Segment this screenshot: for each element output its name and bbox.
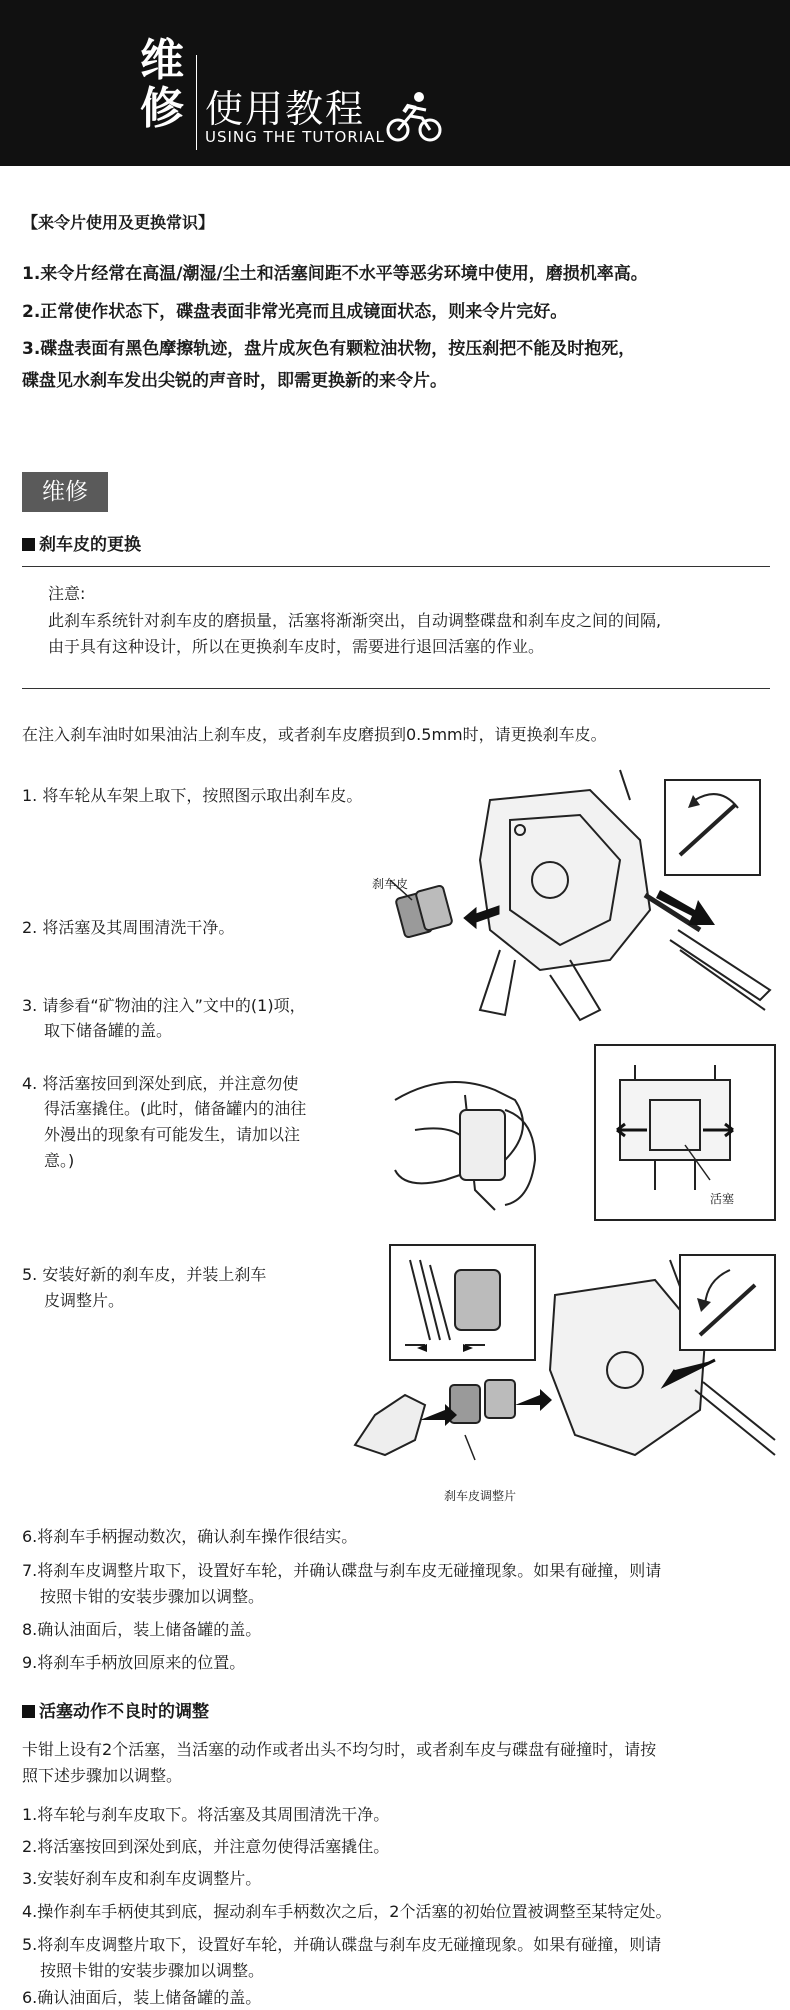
install-new-pads-illustration <box>335 1240 780 1495</box>
note-line-2: 由于具有这种设计，所以在更换刹车皮时，需要进行退回活塞的作业。 <box>48 637 545 656</box>
fig-label-piston: 活塞 <box>710 1192 735 1206</box>
step-2: 2. 将活塞及其周围清洗干净。 <box>22 918 235 937</box>
maintenance-tag: 维修 <box>22 472 108 512</box>
divider-top <box>22 566 770 567</box>
square-bullet-icon <box>22 1705 35 1718</box>
divider-bottom <box>22 688 770 689</box>
step-4: 4. 将活塞按回到深处到底，并注意勿使 <box>22 1074 299 1093</box>
step-4-cont-2: 外漫出的现象有可能发生，请加以注 <box>44 1125 301 1144</box>
fig-label-brake-pad: 刹车皮 <box>372 877 409 891</box>
step-7-cont: 按照卡钳的安装步骤加以调整。 <box>40 1587 265 1606</box>
note-line-1: 此刹车系统针对刹车皮的磨损量，活塞将渐渐突出，自动调整碟盘和刹车皮之间的间隔, <box>48 611 662 630</box>
step-9: 9.将刹车手柄放回原来的位置。 <box>22 1653 246 1672</box>
step-8: 8.确认油面后，装上储备罐的盖。 <box>22 1620 262 1639</box>
pad-knowledge-heading: 【来令片使用及更换常识】 <box>22 213 215 232</box>
step-3-cont: 取下储备罐的盖。 <box>44 1021 173 1040</box>
piston-step-5: 5.将刹车皮调整片取下，设置好车轮，并确认碟盘与刹车皮无碰撞现象。如果有碰撞，则请 <box>22 1935 662 1954</box>
replace-intro: 在注入刹车油时如果油沾上刹车皮，或者刹车皮磨损到0.5mm时，请更换刹车皮。 <box>22 725 607 744</box>
square-bullet-icon <box>22 538 35 551</box>
header-banner <box>0 0 790 166</box>
header-divider <box>196 55 197 150</box>
pad-knowledge-item-2: 2.正常使作状态下，碟盘表面非常光亮而且成镜面状态，则来令片完好。 <box>22 302 568 322</box>
pad-replace-title: 刹车皮的更换 <box>22 530 141 555</box>
step-1: 1. 将车轮从车架上取下，按照图示取出刹车皮。 <box>22 786 363 805</box>
header-subtitle: USING THE TUTORIAL <box>205 128 385 146</box>
header-char-top: 维 <box>140 35 184 86</box>
step-4-cont-1: 得活塞撬住。(此时，储备罐内的油往 <box>44 1099 307 1118</box>
piston-step-4: 4.操作刹车手柄使其到底，握动刹车手柄数次之后，2个活塞的初始位置被调整至某特定处。 <box>22 1902 672 1921</box>
note-label: 注意: <box>48 584 86 603</box>
pad-knowledge-item-1: 1.来令片经常在高温/潮湿/尘土和活塞间距不水平等恶劣环境中使用，磨损机率高。 <box>22 264 648 284</box>
piston-adjust-intro-1: 卡钳上设有2个活塞，当活塞的动作或者出头不均匀时，或者刹车皮与碟盘有碰撞时，请按 <box>22 1740 657 1759</box>
cyclist-icon <box>386 88 442 144</box>
step-5: 5. 安装好新的刹车皮，并装上刹车 <box>22 1265 267 1284</box>
caliper-pad-removal-illustration <box>340 760 780 1030</box>
step-4-cont-3: 意。) <box>44 1151 75 1170</box>
piston-adjust-intro-2: 照下述步骤加以调整。 <box>22 1766 183 1785</box>
piston-step-5-cont: 按照卡钳的安装步骤加以调整。 <box>40 1961 265 1980</box>
step-5-cont: 皮调整片。 <box>44 1291 125 1310</box>
piston-step-2: 2.将活塞按回到深处到底，并注意勿使得活塞撬住。 <box>22 1837 390 1856</box>
step-7: 7.将刹车皮调整片取下，设置好车轮，并确认碟盘与刹车皮无碰撞现象。如果有碰撞，则请 <box>22 1561 662 1580</box>
pad-knowledge-item-3: 3.碟盘表面有黑色摩擦轨迹，盘片成灰色有颗粒油状物，按压刹把不能及时抱死， <box>22 339 636 359</box>
fig-label-pad-spacer: 刹车皮调整片 <box>444 1489 517 1503</box>
pad-knowledge-item-3-cont: 碟盘见水刹车发出尖锐的声音时，即需更换新的来令片。 <box>22 371 447 391</box>
header-char-bottom: 修 <box>140 83 184 134</box>
step-3: 3. 请参看“矿物油的注入”文中的(1)项， <box>22 996 306 1015</box>
piston-step-1: 1.将车轮与刹车皮取下。将活塞及其周围清洗干净。 <box>22 1805 390 1824</box>
piston-step-6: 6.确认油面后，装上储备罐的盖。 <box>22 1988 262 2007</box>
step-6: 6.将刹车手柄握动数次，确认刹车操作很结实。 <box>22 1527 358 1546</box>
piston-step-3: 3.安装好刹车皮和刹车皮调整片。 <box>22 1869 262 1888</box>
header-title: 使用教程 <box>205 87 366 131</box>
piston-adjust-title: 活塞动作不良时的调整 <box>22 1697 209 1722</box>
